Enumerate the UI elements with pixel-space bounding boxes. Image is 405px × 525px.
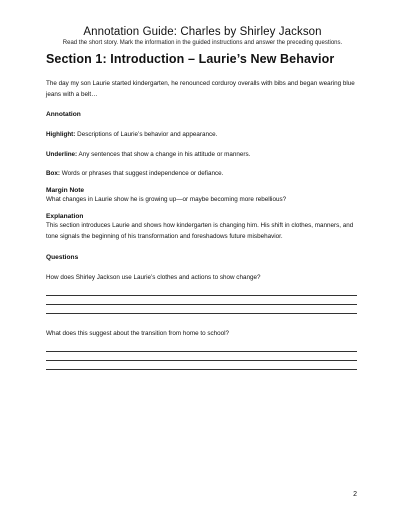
document-title: Annotation Guide: Charles by Shirley Jackson	[83, 26, 322, 38]
page-number: 2	[353, 491, 357, 498]
annotation-highlight	[46, 129, 359, 140]
section-heading: Section 1: Introduction – Laurie’s New Behavior	[46, 52, 335, 66]
annotation-text: Any sentences that show a change in his attitude or manners.	[77, 150, 251, 158]
explanation-text: This section introduces Laurie and shows how kindergarten is changing him. His shift in clothes, manners, and tone signals the beginning of his transformation and foreshadows future misbehavior.	[46, 222, 354, 241]
annotation-underline	[46, 149, 359, 160]
margin-note-text: What changes in Laurie show he is growing up—or maybe becoming more rebellious?	[46, 196, 287, 204]
question-2: What does this suggest about the transition from home to school?	[46, 329, 230, 337]
answer-line[interactable]	[46, 369, 357, 370]
questions-label: Questions	[46, 253, 79, 261]
annotation-term: Box:	[46, 169, 60, 177]
document-instructions: Read the short story. Mark the information in the guided instructions and answer the preceding questions.	[62, 40, 343, 46]
annotation-term: Highlight:	[46, 131, 76, 139]
story-excerpt: The day my son Laurie started kindergarten, he renounced corduroy overalls with bibs and began wearing blue jeans with a belt…	[46, 80, 355, 99]
annotation-term: Underline:	[46, 150, 78, 158]
annotation-text: Descriptions of Laurie’s behavior and appearance.	[75, 131, 218, 139]
answer-line[interactable]	[46, 360, 357, 361]
answer-line[interactable]	[46, 304, 357, 305]
question-1: How does Shirley Jackson use Laurie’s clothes and actions to show change?	[46, 273, 261, 281]
margin-note-label: Margin Note	[46, 187, 85, 195]
annotation-text: Words or phrases that suggest independence or defiance.	[60, 169, 224, 177]
annotation-label: Annotation	[46, 111, 81, 119]
answer-line[interactable]	[46, 351, 357, 352]
answer-line[interactable]	[46, 295, 357, 296]
explanation-label: Explanation	[46, 213, 84, 221]
annotation-box	[46, 168, 359, 179]
